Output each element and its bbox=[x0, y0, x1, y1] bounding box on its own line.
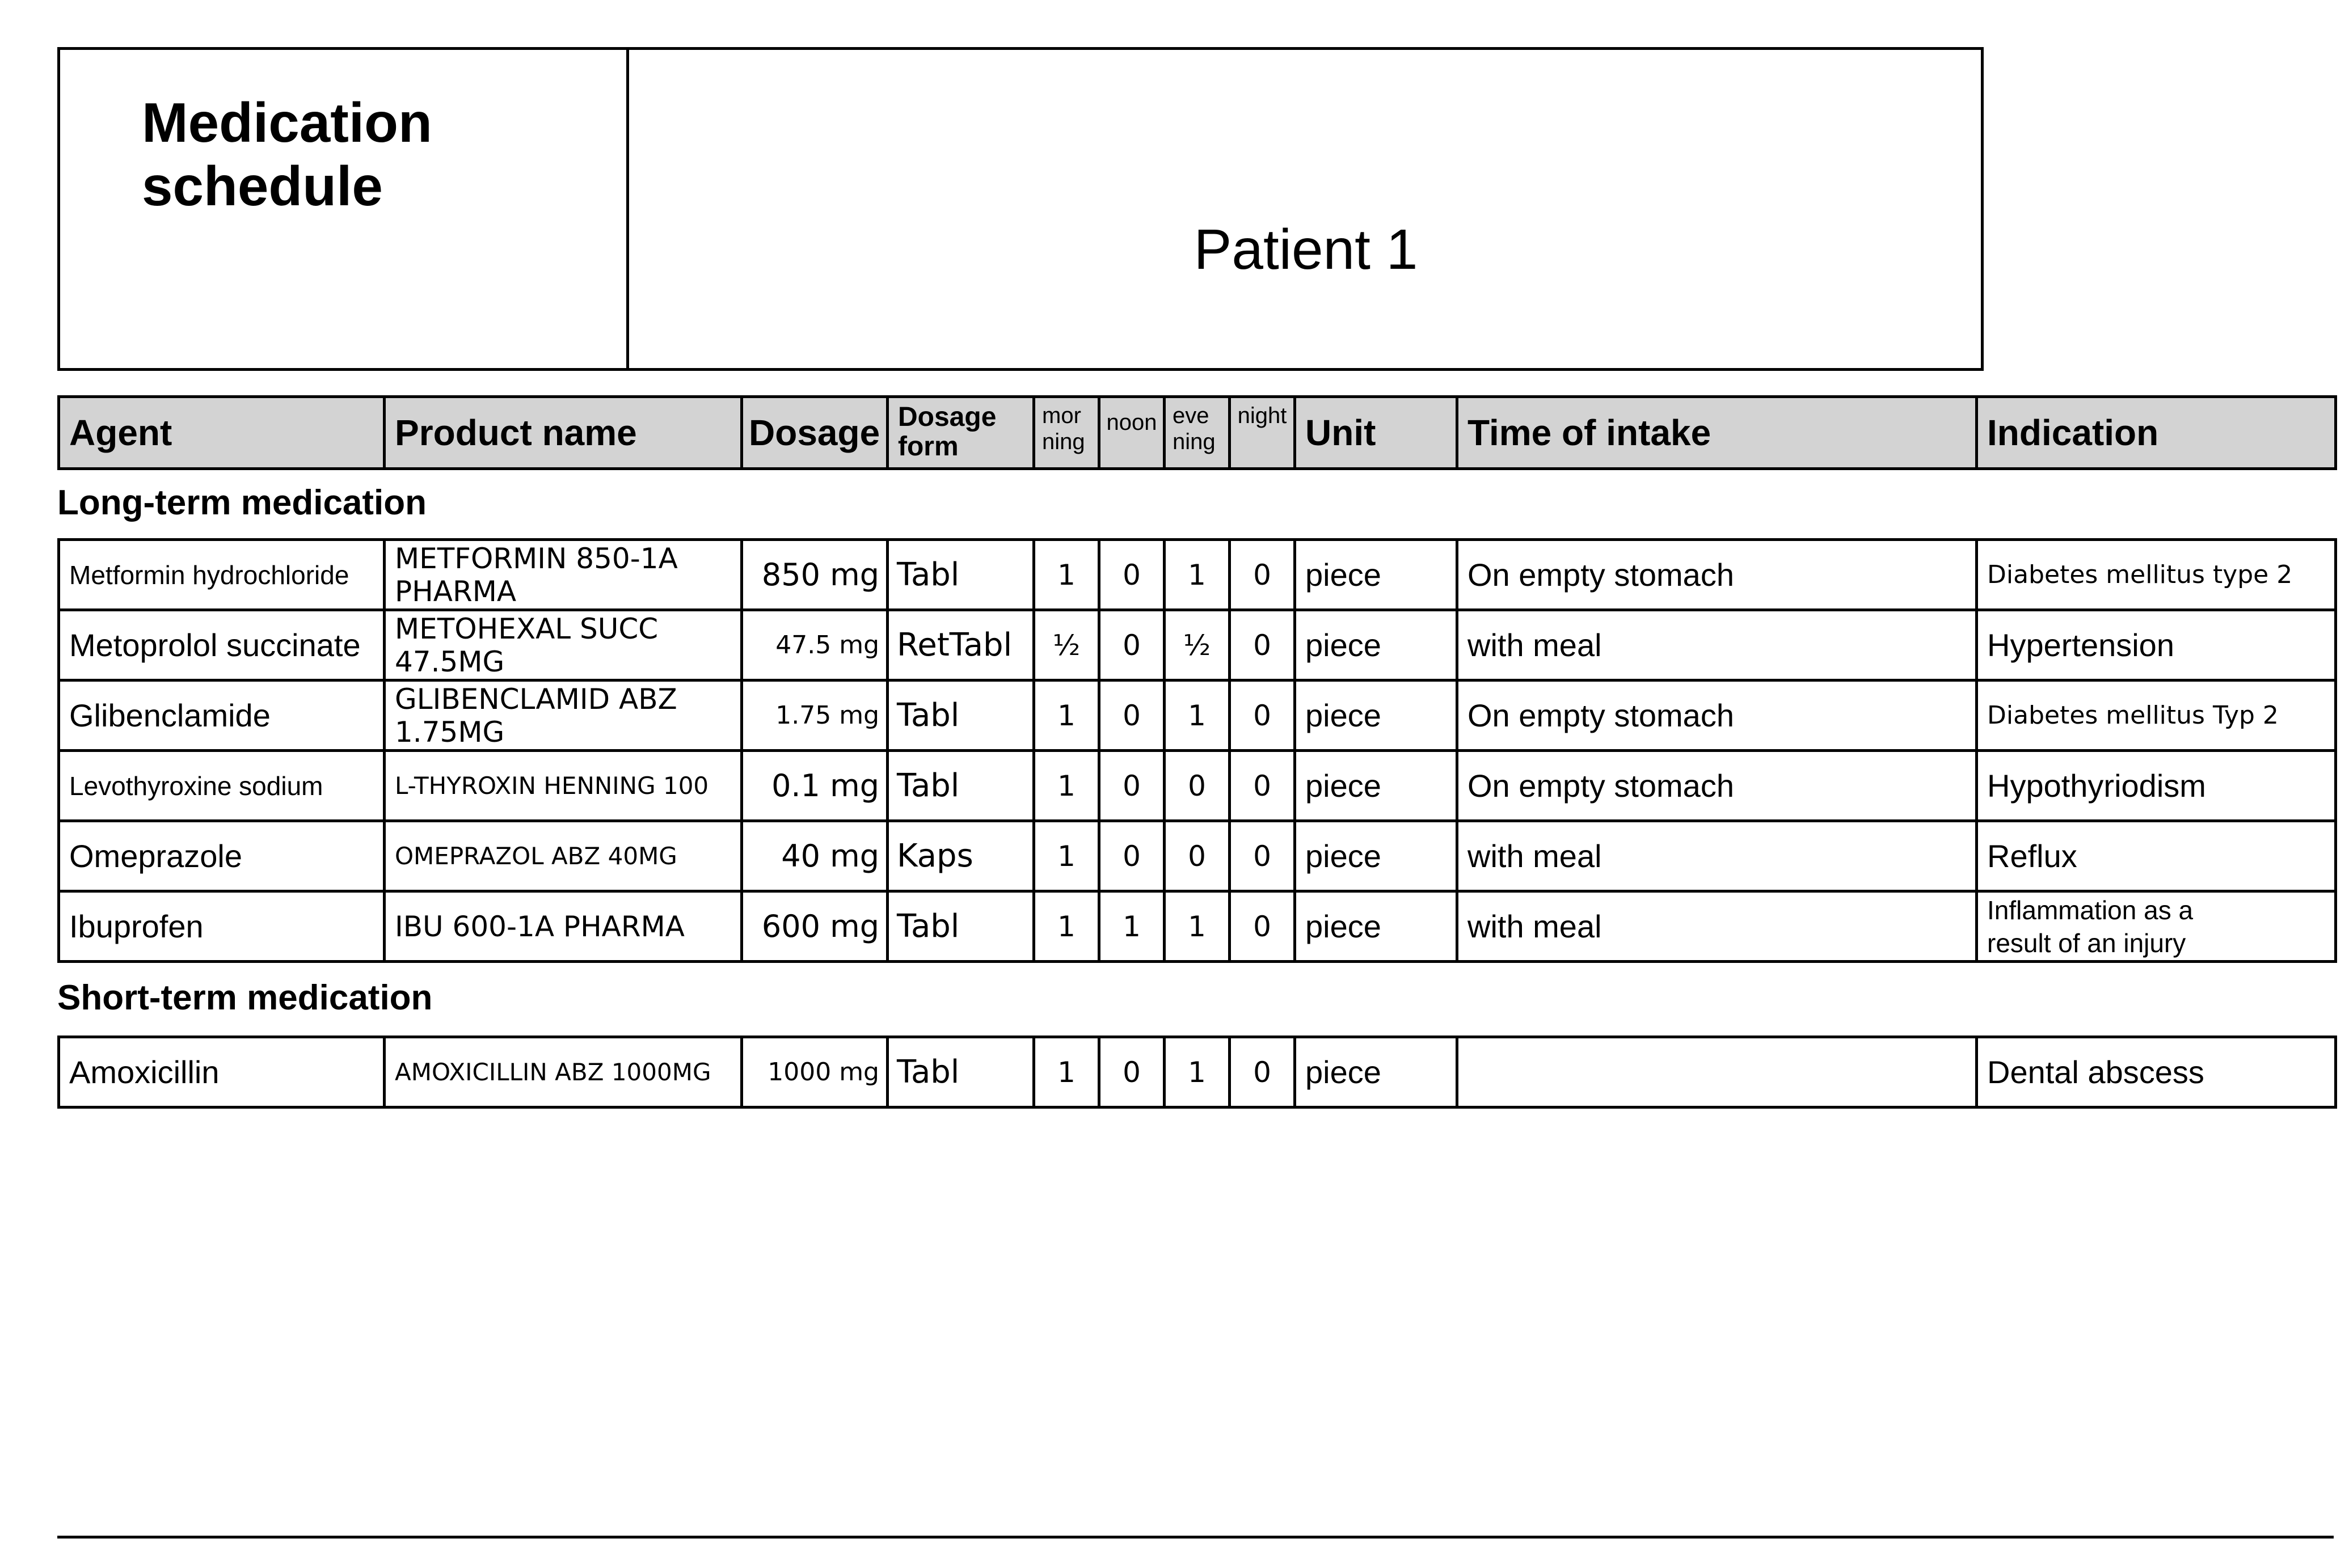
cell-product-name: OMEPRAZOL ABZ 40MG bbox=[385, 821, 742, 891]
product-line2: 1.75MG bbox=[395, 715, 505, 749]
col-header-agent: Agent bbox=[59, 397, 385, 469]
cell-noon: 1 bbox=[1099, 891, 1165, 962]
cell-agent: Levothyroxine sodium bbox=[59, 751, 385, 821]
morning-line2: ning bbox=[1042, 429, 1085, 454]
col-header-unit: Unit bbox=[1295, 397, 1457, 469]
col-header-evening bbox=[1165, 397, 1230, 469]
cell-time-of-intake: with meal bbox=[1457, 821, 1977, 891]
cell-dosage-form: Tabl bbox=[888, 540, 1034, 610]
cell-evening: 1 bbox=[1165, 1037, 1230, 1108]
col-header-morning bbox=[1034, 397, 1099, 469]
cell-night: 0 bbox=[1230, 891, 1295, 962]
col-header-night: night bbox=[1230, 397, 1295, 469]
cell-night: 0 bbox=[1230, 540, 1295, 610]
cell-evening: 0 bbox=[1165, 751, 1230, 821]
cell-agent: Metformin hydrochloride bbox=[59, 540, 385, 610]
morning-line1: mor bbox=[1042, 403, 1081, 428]
short-term-table bbox=[57, 1036, 2337, 1109]
cell-time-of-intake: On empty stomach bbox=[1457, 540, 1977, 610]
table-row bbox=[59, 821, 2336, 891]
cell-product-name: AMOXICILLIN ABZ 1000MG bbox=[385, 1037, 742, 1108]
cell-indication bbox=[1977, 891, 2336, 962]
cell-noon: 0 bbox=[1099, 681, 1165, 751]
cell-indication: Hypertension bbox=[1977, 610, 2336, 681]
cell-evening: 0 bbox=[1165, 821, 1230, 891]
product-line1: GLIBENCLAMID ABZ bbox=[395, 682, 677, 716]
cell-dosage: 600 mg bbox=[742, 891, 888, 962]
evening-line2: ning bbox=[1173, 429, 1216, 454]
cell-time-of-intake: with meal bbox=[1457, 610, 1977, 681]
cell-night: 0 bbox=[1230, 821, 1295, 891]
cell-night: 0 bbox=[1230, 681, 1295, 751]
table-header bbox=[57, 395, 2337, 470]
cell-evening: ½ bbox=[1165, 610, 1230, 681]
cell-indication: Reflux bbox=[1977, 821, 2336, 891]
product-line1: METFORMIN 850-1A bbox=[395, 542, 678, 575]
cell-dosage: 850 mg bbox=[742, 540, 888, 610]
product-line1: METOHEXAL SUCC bbox=[395, 612, 659, 645]
section-title-short-term: Short-term medication bbox=[57, 978, 433, 1017]
table-row bbox=[59, 1037, 2336, 1108]
cell-noon: 0 bbox=[1099, 610, 1165, 681]
document-title bbox=[142, 91, 596, 218]
cell-indication: Hypothyriodism bbox=[1977, 751, 2336, 821]
cell-morning: 1 bbox=[1034, 540, 1099, 610]
col-header-dosage-form bbox=[888, 397, 1034, 469]
cell-unit: piece bbox=[1295, 610, 1457, 681]
cell-noon: 0 bbox=[1099, 1037, 1165, 1108]
cell-unit: piece bbox=[1295, 681, 1457, 751]
cell-dosage-form: Kaps bbox=[888, 821, 1034, 891]
table-row bbox=[59, 751, 2336, 821]
cell-dosage-form: RetTabl bbox=[888, 610, 1034, 681]
col-header-time-of-intake: Time of intake bbox=[1457, 397, 1977, 469]
cell-night: 0 bbox=[1230, 751, 1295, 821]
cell-product-name: IBU 600-1A PHARMA bbox=[385, 891, 742, 962]
cell-unit: piece bbox=[1295, 821, 1457, 891]
cell-dosage-form: Tabl bbox=[888, 1037, 1034, 1108]
cell-time-of-intake: On empty stomach bbox=[1457, 681, 1977, 751]
cell-agent: Ibuprofen bbox=[59, 891, 385, 962]
cell-morning: 1 bbox=[1034, 821, 1099, 891]
cell-evening: 1 bbox=[1165, 891, 1230, 962]
cell-unit: piece bbox=[1295, 751, 1457, 821]
cell-agent: Omeprazole bbox=[59, 821, 385, 891]
cell-product-name bbox=[385, 610, 742, 681]
cell-night: 0 bbox=[1230, 1037, 1295, 1108]
cell-noon: 0 bbox=[1099, 540, 1165, 610]
col-header-noon: noon bbox=[1099, 397, 1165, 469]
evening-line1: eve bbox=[1173, 403, 1209, 428]
product-line2: 47.5MG bbox=[395, 645, 505, 678]
col-header-indication: Indication bbox=[1977, 397, 2336, 469]
section-title-long-term: Long-term medication bbox=[57, 483, 427, 522]
cell-dosage: 1.75 mg bbox=[742, 681, 888, 751]
cell-night: 0 bbox=[1230, 610, 1295, 681]
cell-indication: Dental abscess bbox=[1977, 1037, 2336, 1108]
cell-agent: Metoprolol succinate bbox=[59, 610, 385, 681]
indication-line2: result of an injury bbox=[1987, 928, 2186, 958]
cell-product-name: L-THYROXIN HENNING 100 bbox=[385, 751, 742, 821]
cell-evening: 1 bbox=[1165, 681, 1230, 751]
cell-unit: piece bbox=[1295, 891, 1457, 962]
col-header-product-name: Product name bbox=[385, 397, 742, 469]
cell-unit: piece bbox=[1295, 540, 1457, 610]
cell-dosage-form: Tabl bbox=[888, 751, 1034, 821]
cell-noon: 0 bbox=[1099, 751, 1165, 821]
document-title-line1: Medication bbox=[142, 91, 432, 154]
table-row bbox=[59, 610, 2336, 681]
dosage-form-line1: Dosage bbox=[898, 402, 997, 432]
cell-evening: 1 bbox=[1165, 540, 1230, 610]
cell-agent: Amoxicillin bbox=[59, 1037, 385, 1108]
dosage-form-line2: form bbox=[898, 432, 959, 462]
document-title-line2: schedule bbox=[142, 155, 383, 217]
cell-morning: 1 bbox=[1034, 891, 1099, 962]
cell-unit: piece bbox=[1295, 1037, 1457, 1108]
cell-dosage: 1000 mg bbox=[742, 1037, 888, 1108]
cell-dosage: 0.1 mg bbox=[742, 751, 888, 821]
cell-dosage-form: Tabl bbox=[888, 681, 1034, 751]
cell-indication: Diabetes mellitus Typ 2 bbox=[1977, 681, 2336, 751]
cell-dosage-form: Tabl bbox=[888, 891, 1034, 962]
table-row bbox=[59, 540, 2336, 610]
cell-agent: Glibenclamide bbox=[59, 681, 385, 751]
cell-morning: 1 bbox=[1034, 1037, 1099, 1108]
cell-product-name bbox=[385, 540, 742, 610]
long-term-table bbox=[57, 538, 2337, 963]
cell-morning: 1 bbox=[1034, 751, 1099, 821]
col-header-dosage: Dosage bbox=[742, 397, 888, 469]
patient-name: Patient 1 bbox=[1194, 218, 1418, 281]
table-row bbox=[59, 891, 2336, 962]
title-divider bbox=[626, 47, 629, 371]
indication-line1: Inflammation as a bbox=[1987, 895, 2194, 925]
cell-dosage: 40 mg bbox=[742, 821, 888, 891]
cell-time-of-intake: On empty stomach bbox=[1457, 751, 1977, 821]
cell-time-of-intake: with meal bbox=[1457, 891, 1977, 962]
cell-morning: 1 bbox=[1034, 681, 1099, 751]
cell-time-of-intake bbox=[1457, 1037, 1977, 1108]
cell-product-name bbox=[385, 681, 742, 751]
table-row bbox=[59, 681, 2336, 751]
footer-divider bbox=[57, 1536, 2334, 1539]
cell-indication: Diabetes mellitus type 2 bbox=[1977, 540, 2336, 610]
cell-morning: ½ bbox=[1034, 610, 1099, 681]
cell-dosage: 47.5 mg bbox=[742, 610, 888, 681]
product-line2: PHARMA bbox=[395, 574, 517, 608]
cell-noon: 0 bbox=[1099, 821, 1165, 891]
